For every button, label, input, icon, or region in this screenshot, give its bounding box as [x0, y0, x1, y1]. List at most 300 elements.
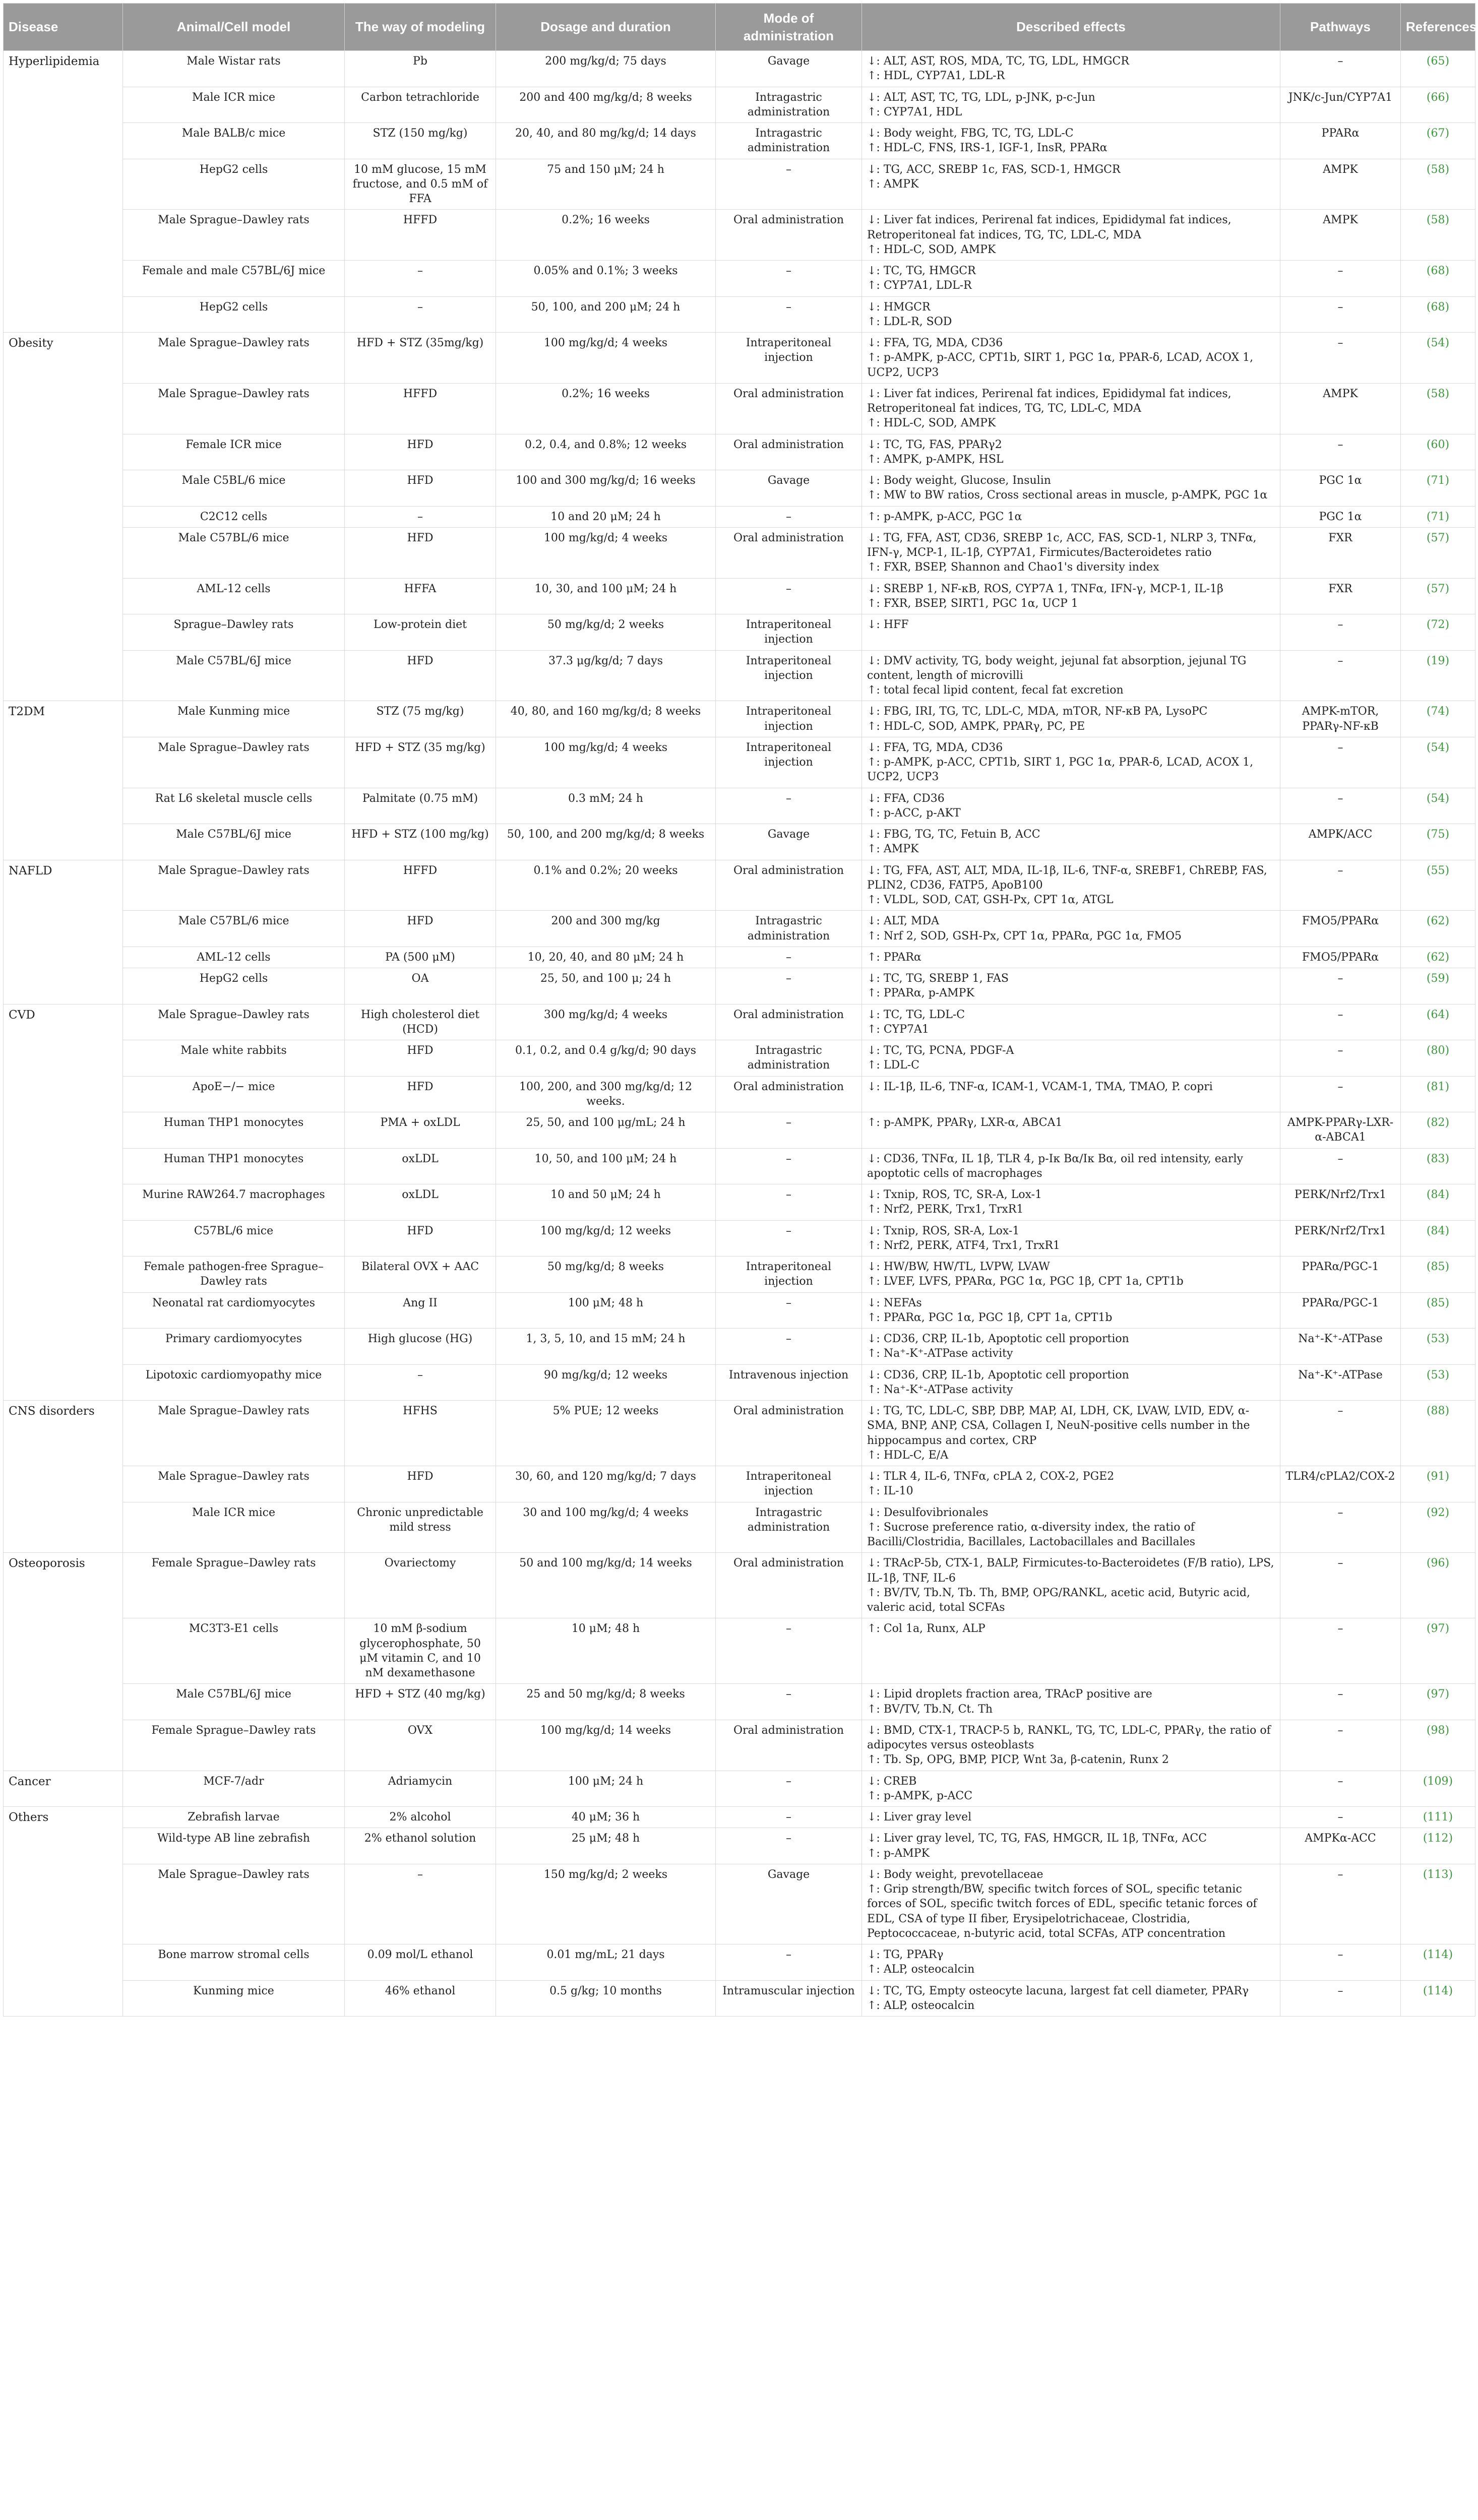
reference-link[interactable]: (113) — [1401, 1864, 1475, 1944]
reference-link[interactable]: (58) — [1401, 383, 1475, 434]
table-row — [4, 1220, 1475, 1256]
disease-cell: Obesity — [4, 333, 123, 701]
mode-cell: – — [716, 296, 862, 333]
effects-cell: ↓: ALT, MDA ↑: Nrf 2, SOD, GSH-Px, CPT 1α, PPARα, PGC 1α, FMO5 — [862, 911, 1280, 947]
reference-link[interactable]: (85) — [1401, 1292, 1475, 1329]
reference-link[interactable]: (98) — [1401, 1720, 1475, 1771]
pathway-cell: PGC 1α — [1280, 470, 1401, 507]
dosage-cell: 10 and 50 μM; 24 h — [496, 1184, 716, 1221]
dosage-cell: 100 mg/kg/d; 4 weeks — [496, 527, 716, 578]
table-row — [4, 1466, 1475, 1502]
header-dosage: Dosage and duration — [496, 4, 716, 51]
disease-cell: CVD — [4, 1004, 123, 1401]
pathway-cell: – — [1280, 1401, 1401, 1466]
dosage-cell: 100 mg/kg/d; 14 weeks — [496, 1720, 716, 1771]
effects-cell: ↓: Liver fat indices, Perirenal fat indices, Epididymal fat indices, Retroperitoneal fat indices, TG, TC, LDL-C, MDA ↑: HDL-C, SOD, AMPK — [862, 210, 1280, 261]
effects-cell: ↓: Liver fat indices, Perirenal fat indices, Epididymal fat indices, Retroperitoneal fat indices, TG, TC, LDL-C, MDA ↑: HDL-C, SOD, AMPK — [862, 383, 1280, 434]
model-cell: Male C57BL/6 mice — [123, 527, 345, 578]
mode-cell: Intraperitoneal injection — [716, 1466, 862, 1502]
reference-link[interactable]: (81) — [1401, 1076, 1475, 1112]
pathway-cell: – — [1280, 333, 1401, 384]
pathway-cell: FXR — [1280, 527, 1401, 578]
effects-cell: ↓: TC, TG, Empty osteocyte lacuna, largest fat cell diameter, PPARγ ↑: ALP, osteocalcin — [862, 1980, 1280, 2017]
mode-cell: Oral administration — [716, 1720, 862, 1771]
table-row — [4, 333, 1475, 384]
pathway-cell: – — [1280, 51, 1401, 87]
reference-link[interactable]: (54) — [1401, 737, 1475, 788]
modeling-cell: High cholesterol diet (HCD) — [345, 1004, 496, 1040]
mode-cell: – — [716, 1828, 862, 1864]
effects-cell: ↓: HFF — [862, 614, 1280, 651]
modeling-cell: HFD + STZ (40 mg/kg) — [345, 1684, 496, 1720]
model-cell: Neonatal rat cardiomyocytes — [123, 1292, 345, 1329]
modeling-cell: HFD — [345, 470, 496, 507]
effects-cell: ↓: TG, FFA, AST, CD36, SREBP 1c, ACC, FAS, SCD-1, NLRP 3, TNFα, IFN-γ, MCP-1, IL-1β, CYP7A1, Firmicutes/Bacteroidetes ratio ↑: FXR, BSEP, Shannon and Chao1's diversity index — [862, 527, 1280, 578]
mode-cell: – — [716, 1771, 862, 1807]
model-cell: Male BALB/c mice — [123, 123, 345, 159]
pathway-cell: AMPK-mTOR, PPARγ-NF-κB — [1280, 701, 1401, 737]
model-cell: Sprague–Dawley rats — [123, 614, 345, 651]
disease-cell: CNS disorders — [4, 1401, 123, 1553]
model-cell: Male Sprague–Dawley rats — [123, 737, 345, 788]
model-cell: Human THP1 monocytes — [123, 1112, 345, 1149]
reference-link[interactable]: (54) — [1401, 788, 1475, 824]
mode-cell: – — [716, 1807, 862, 1828]
model-cell: Male Sprague–Dawley rats — [123, 1466, 345, 1502]
modeling-cell: STZ (75 mg/kg) — [345, 701, 496, 737]
mode-cell: Intraperitoneal injection — [716, 650, 862, 701]
dosage-cell: 0.1% and 0.2%; 20 weeks — [496, 860, 716, 911]
reference-link[interactable]: (58) — [1401, 159, 1475, 210]
table-row — [4, 1256, 1475, 1293]
pathway-cell: – — [1280, 1618, 1401, 1684]
pathway-cell: – — [1280, 1720, 1401, 1771]
mode-cell: – — [716, 1944, 862, 1981]
effects-cell: ↓: CREB ↑: p-AMPK, p-ACC — [862, 1771, 1280, 1807]
reference-link[interactable]: (97) — [1401, 1684, 1475, 1720]
dosage-cell: 50 mg/kg/d; 2 weeks — [496, 614, 716, 651]
dosage-cell: 0.2, 0.4, and 0.8%; 12 weeks — [496, 434, 716, 470]
model-cell: Male Wistar rats — [123, 51, 345, 87]
mode-cell: Intraperitoneal injection — [716, 333, 862, 384]
model-cell: AML-12 cells — [123, 947, 345, 968]
reference-link[interactable]: (91) — [1401, 1466, 1475, 1502]
pathway-cell: Na⁺-K⁺-ATPase — [1280, 1364, 1401, 1401]
pathway-cell: PPARα — [1280, 123, 1401, 159]
reference-link[interactable]: (74) — [1401, 701, 1475, 737]
pathway-cell: PGC 1α — [1280, 506, 1401, 527]
mode-cell: Oral administration — [716, 1553, 862, 1618]
model-cell: Female and male C57BL/6J mice — [123, 261, 345, 297]
modeling-cell: – — [345, 296, 496, 333]
reference-link[interactable]: (83) — [1401, 1148, 1475, 1184]
pathway-cell: – — [1280, 1980, 1401, 2017]
data-table — [3, 3, 1475, 2017]
table-row — [4, 650, 1475, 701]
table-row — [4, 968, 1475, 1004]
reference-link[interactable]: (68) — [1401, 261, 1475, 297]
model-cell: MCF-7/adr — [123, 1771, 345, 1807]
reference-link[interactable]: (114) — [1401, 1980, 1475, 2017]
model-cell: Male C57BL/6J mice — [123, 824, 345, 860]
modeling-cell: HFD — [345, 1076, 496, 1112]
pathway-cell: – — [1280, 650, 1401, 701]
effects-cell: ↓: Desulfovibrionales ↑: Sucrose preference ratio, α-diversity index, the ratio of Bacilli/Clostridia, Bacillales, Lactobacillales and Bacillales — [862, 1502, 1280, 1553]
mode-cell: Oral administration — [716, 1401, 862, 1466]
reference-link[interactable]: (65) — [1401, 51, 1475, 87]
table-row — [4, 383, 1475, 434]
reference-link[interactable]: (53) — [1401, 1364, 1475, 1401]
table-row — [4, 911, 1475, 947]
model-cell: Male Sprague–Dawley rats — [123, 860, 345, 911]
reference-link[interactable]: (88) — [1401, 1401, 1475, 1466]
pathway-cell: – — [1280, 1807, 1401, 1828]
modeling-cell: Low-protein diet — [345, 614, 496, 651]
effects-cell: ↓: CD36, TNFα, IL 1β, TLR 4, p-Iκ Bα/Iκ Bα, oil red intensity, early apoptotic cells of macrophages — [862, 1148, 1280, 1184]
mode-cell: – — [716, 947, 862, 968]
pathway-cell: – — [1280, 434, 1401, 470]
effects-cell: ↓: TG, TC, LDL-C, SBP, DBP, MAP, AI, LDH, CK, LVAW, LVID, EDV, α-SMA, BNP, ANP, CSA, Collagen I, NeuN-positive cells number in the hippocampus and cortex, CRP ↑: HDL-C, E/A — [862, 1401, 1280, 1466]
mode-cell: – — [716, 1292, 862, 1329]
model-cell: ApoE−/− mice — [123, 1076, 345, 1112]
table-row — [4, 824, 1475, 860]
mode-cell: – — [716, 578, 862, 614]
table-row — [4, 1828, 1475, 1864]
dosage-cell: 100, 200, and 300 mg/kg/d; 12 weeks. — [496, 1076, 716, 1112]
reference-link[interactable]: (62) — [1401, 947, 1475, 968]
modeling-cell: HFD — [345, 1040, 496, 1077]
header-modeling: The way of modeling — [345, 4, 496, 51]
reference-link[interactable]: (96) — [1401, 1553, 1475, 1618]
effects-cell: ↓: FFA, TG, MDA, CD36 ↑: p-AMPK, p-ACC, CPT1b, SIRT 1, PGC 1α, PPAR-δ, LCAD, ACOX 1, UCP2, UCP3 — [862, 737, 1280, 788]
modeling-cell: – — [345, 1864, 496, 1944]
mode-cell: – — [716, 1684, 862, 1720]
model-cell: Male Sprague–Dawley rats — [123, 1401, 345, 1466]
pathway-cell: AMPK — [1280, 210, 1401, 261]
effects-cell: ↑: PPARα — [862, 947, 1280, 968]
dosage-cell: 75 and 150 μM; 24 h — [496, 159, 716, 210]
model-cell: Male Kunming mice — [123, 701, 345, 737]
reference-link[interactable]: (55) — [1401, 860, 1475, 911]
dosage-cell: 1, 3, 5, 10, and 15 mM; 24 h — [496, 1329, 716, 1365]
mode-cell: Gavage — [716, 51, 862, 87]
mode-cell: Intragastric administration — [716, 123, 862, 159]
modeling-cell: Palmitate (0.75 mM) — [345, 788, 496, 824]
header-row — [4, 4, 1475, 51]
table-row — [4, 1553, 1475, 1618]
dosage-cell: 25 μM; 48 h — [496, 1828, 716, 1864]
dosage-cell: 10, 30, and 100 μM; 24 h — [496, 578, 716, 614]
model-cell: Lipotoxic cardiomyopathy mice — [123, 1364, 345, 1401]
table-row — [4, 701, 1475, 737]
table-row — [4, 1618, 1475, 1684]
disease-cell: Cancer — [4, 1771, 123, 1807]
modeling-cell: STZ (150 mg/kg) — [345, 123, 496, 159]
effects-cell: ↓: TC, TG, HMGCR ↑: CYP7A1, LDL-R — [862, 261, 1280, 297]
dosage-cell: 25, 50, and 100 μg/mL; 24 h — [496, 1112, 716, 1149]
pathway-cell: AMPK — [1280, 383, 1401, 434]
table-row — [4, 527, 1475, 578]
reference-link[interactable]: (64) — [1401, 1004, 1475, 1040]
reference-link[interactable]: (75) — [1401, 824, 1475, 860]
table-row — [4, 788, 1475, 824]
effects-cell: ↓: TC, TG, FAS, PPARγ2 ↑: AMPK, p-AMPK, HSL — [862, 434, 1280, 470]
table-row — [4, 296, 1475, 333]
modeling-cell: HFD + STZ (35 mg/kg) — [345, 737, 496, 788]
model-cell: Rat L6 skeletal muscle cells — [123, 788, 345, 824]
table-row — [4, 434, 1475, 470]
effects-cell: ↓: TC, TG, PCNA, PDGF-A ↑: LDL-C — [862, 1040, 1280, 1077]
effects-cell: ↑: p-AMPK, PPARγ, LXR-α, ABCA1 — [862, 1112, 1280, 1149]
mode-cell: Intraperitoneal injection — [716, 614, 862, 651]
reference-link[interactable]: (57) — [1401, 578, 1475, 614]
table-row — [4, 1004, 1475, 1040]
modeling-cell: Pb — [345, 51, 496, 87]
modeling-cell: HFFD — [345, 860, 496, 911]
dosage-cell: 100 and 300 mg/kg/d; 16 weeks — [496, 470, 716, 507]
effects-cell: ↓: IL-1β, IL-6, TNF-α, ICAM-1, VCAM-1, TMA, TMAO, P. copri — [862, 1076, 1280, 1112]
effects-cell: ↓: TLR 4, IL-6, TNFα, cPLA 2, COX-2, PGE2 ↑: IL-10 — [862, 1466, 1280, 1502]
reference-link[interactable]: (19) — [1401, 650, 1475, 701]
model-cell: Male C57BL/6J mice — [123, 650, 345, 701]
pathway-cell: AMPKα-ACC — [1280, 1828, 1401, 1864]
pathway-cell: – — [1280, 1771, 1401, 1807]
table-row — [4, 1184, 1475, 1221]
pathway-cell: – — [1280, 1864, 1401, 1944]
table-row — [4, 614, 1475, 651]
mode-cell: Oral administration — [716, 860, 862, 911]
header-references: References — [1401, 4, 1475, 51]
effects-cell: ↓: Liver gray level, TC, TG, FAS, HMGCR, IL 1β, TNFα, ACC ↑: p-AMPK — [862, 1828, 1280, 1864]
model-cell: Male white rabbits — [123, 1040, 345, 1077]
effects-cell: ↓: TC, TG, LDL-C ↑: CYP7A1 — [862, 1004, 1280, 1040]
reference-link[interactable]: (59) — [1401, 968, 1475, 1004]
model-cell: Bone marrow stromal cells — [123, 1944, 345, 1981]
pathway-cell: AMPK — [1280, 159, 1401, 210]
modeling-cell: HFFD — [345, 210, 496, 261]
model-cell: Male Sprague–Dawley rats — [123, 1864, 345, 1944]
reference-link[interactable]: (60) — [1401, 434, 1475, 470]
modeling-cell: Bilateral OVX + AAC — [345, 1256, 496, 1293]
mode-cell: – — [716, 159, 862, 210]
dosage-cell: 50, 100, and 200 μM; 24 h — [496, 296, 716, 333]
dosage-cell: 100 mg/kg/d; 4 weeks — [496, 737, 716, 788]
pathway-cell: – — [1280, 1944, 1401, 1981]
modeling-cell: HFD — [345, 527, 496, 578]
reference-link[interactable]: (58) — [1401, 210, 1475, 261]
modeling-cell: – — [345, 506, 496, 527]
reference-link[interactable]: (72) — [1401, 614, 1475, 651]
effects-cell: ↓: Liver gray level — [862, 1807, 1280, 1828]
dosage-cell: 100 mg/kg/d; 12 weeks — [496, 1220, 716, 1256]
effects-cell: ↓: NEFAs ↑: PPARα, PGC 1α, PGC 1β, CPT 1a, CPT1b — [862, 1292, 1280, 1329]
pathway-cell: – — [1280, 1684, 1401, 1720]
modeling-cell: HFD — [345, 911, 496, 947]
effects-cell: ↓: TC, TG, SREBP 1, FAS ↑: PPARα, p-AMPK — [862, 968, 1280, 1004]
modeling-cell: Ovariectomy — [345, 1553, 496, 1618]
modeling-cell: – — [345, 261, 496, 297]
dosage-cell: 200 mg/kg/d; 75 days — [496, 51, 716, 87]
reference-link[interactable]: (111) — [1401, 1807, 1475, 1828]
mode-cell: Gavage — [716, 1864, 862, 1944]
table-row — [4, 123, 1475, 159]
dosage-cell: 90 mg/kg/d; 12 weeks — [496, 1364, 716, 1401]
table-row — [4, 261, 1475, 297]
pathway-cell: – — [1280, 860, 1401, 911]
modeling-cell: OA — [345, 968, 496, 1004]
table-row — [4, 210, 1475, 261]
mode-cell: Intraperitoneal injection — [716, 1256, 862, 1293]
mode-cell: Oral administration — [716, 1004, 862, 1040]
effects-cell: ↓: FFA, TG, MDA, CD36 ↑: p-AMPK, p-ACC, CPT1b, SIRT 1, PGC 1α, PPAR-δ, LCAD, ACOX 1, UCP2, UCP3 — [862, 333, 1280, 384]
model-cell: Male Sprague–Dawley rats — [123, 210, 345, 261]
dosage-cell: 5% PUE; 12 weeks — [496, 1401, 716, 1466]
mode-cell: Intragastric administration — [716, 1502, 862, 1553]
effects-cell: ↓: Body weight, FBG, TC, TG, LDL-C ↑: HDL-C, FNS, IRS-1, IGF-1, InsR, PPARα — [862, 123, 1280, 159]
pathway-cell: PPARα/PGC-1 — [1280, 1292, 1401, 1329]
dosage-cell: 300 mg/kg/d; 4 weeks — [496, 1004, 716, 1040]
table-row — [4, 1720, 1475, 1771]
disease-cell: Osteoporosis — [4, 1553, 123, 1771]
mode-cell: Oral administration — [716, 527, 862, 578]
reference-link[interactable]: (53) — [1401, 1329, 1475, 1365]
pathway-cell: – — [1280, 1004, 1401, 1040]
reference-link[interactable]: (68) — [1401, 296, 1475, 333]
reference-link[interactable]: (114) — [1401, 1944, 1475, 1981]
pathway-cell: PERK/Nrf2/Trx1 — [1280, 1220, 1401, 1256]
model-cell: Male ICR mice — [123, 1502, 345, 1553]
model-cell: HepG2 cells — [123, 159, 345, 210]
dosage-cell: 0.1, 0.2, and 0.4 g/kg/d; 90 days — [496, 1040, 716, 1077]
reference-link[interactable]: (67) — [1401, 123, 1475, 159]
reference-link[interactable]: (109) — [1401, 1771, 1475, 1807]
model-cell: HepG2 cells — [123, 968, 345, 1004]
mode-cell: – — [716, 788, 862, 824]
effects-cell: ↓: CD36, CRP, IL-1b, Apoptotic cell proportion ↑: Na⁺-K⁺-ATPase activity — [862, 1329, 1280, 1365]
effects-cell: ↓: SREBP 1, NF-κB, ROS, CYP7A 1, TNFα, IFN-γ, MCP-1, IL-1β ↑: FXR, BSEP, SIRT1, PGC 1α, UCP 1 — [862, 578, 1280, 614]
effects-cell: ↓: HW/BW, HW/TL, LVPW, LVAW ↑: LVEF, LVFS, PPARα, PGC 1α, PGC 1β, CPT 1a, CPT1b — [862, 1256, 1280, 1293]
reference-link[interactable]: (66) — [1401, 87, 1475, 123]
table-row — [4, 860, 1475, 911]
reference-link[interactable]: (92) — [1401, 1502, 1475, 1553]
mode-cell: – — [716, 1618, 862, 1684]
effects-cell: ↓: DMV activity, TG, body weight, jejunal fat absorption, jejunal TG content, length of microvilli ↑: total fecal lipid content, fecal fat excretion — [862, 650, 1280, 701]
reference-link[interactable]: (97) — [1401, 1618, 1475, 1684]
effects-cell: ↑: Col 1a, Runx, ALP — [862, 1618, 1280, 1684]
mode-cell: – — [716, 1329, 862, 1365]
pathway-cell: – — [1280, 788, 1401, 824]
table-row — [4, 1401, 1475, 1466]
modeling-cell: HFD + STZ (100 mg/kg) — [345, 824, 496, 860]
reference-link[interactable]: (62) — [1401, 911, 1475, 947]
dosage-cell: 10 μM; 48 h — [496, 1618, 716, 1684]
reference-link[interactable]: (85) — [1401, 1256, 1475, 1293]
pathway-cell: – — [1280, 1040, 1401, 1077]
dosage-cell: 150 mg/kg/d; 2 weeks — [496, 1864, 716, 1944]
table-row — [4, 1364, 1475, 1401]
pathway-cell: – — [1280, 968, 1401, 1004]
model-cell: Zebrafish larvae — [123, 1807, 345, 1828]
model-cell: Kunming mice — [123, 1980, 345, 2017]
effects-cell: ↓: TG, ACC, SREBP 1c, FAS, SCD-1, HMGCR ↑: AMPK — [862, 159, 1280, 210]
mode-cell: Gavage — [716, 824, 862, 860]
modeling-cell: HFD — [345, 434, 496, 470]
reference-link[interactable]: (84) — [1401, 1184, 1475, 1221]
modeling-cell: oxLDL — [345, 1148, 496, 1184]
modeling-cell: HFD — [345, 1466, 496, 1502]
dosage-cell: 40 μM; 36 h — [496, 1807, 716, 1828]
table-row — [4, 1292, 1475, 1329]
table-row — [4, 737, 1475, 788]
pathway-cell: PERK/Nrf2/Trx1 — [1280, 1184, 1401, 1221]
disease-cell: T2DM — [4, 701, 123, 860]
dosage-cell: 0.2%; 16 weeks — [496, 210, 716, 261]
table-row — [4, 159, 1475, 210]
mode-cell: Intraperitoneal injection — [716, 701, 862, 737]
model-cell: Male C57BL/6 mice — [123, 911, 345, 947]
dosage-cell: 50 and 100 mg/kg/d; 14 weeks — [496, 1553, 716, 1618]
pathway-cell: – — [1280, 614, 1401, 651]
model-cell: Wild-type AB line zebrafish — [123, 1828, 345, 1864]
dosage-cell: 0.05% and 0.1%; 3 weeks — [496, 261, 716, 297]
dosage-cell: 25 and 50 mg/kg/d; 8 weeks — [496, 1684, 716, 1720]
model-cell: AML-12 cells — [123, 578, 345, 614]
pathway-cell: – — [1280, 1553, 1401, 1618]
effects-cell: ↓: ALT, AST, ROS, MDA, TC, TG, LDL, HMGCR ↑: HDL, CYP7A1, LDL-R — [862, 51, 1280, 87]
mode-cell: Intravenous injection — [716, 1364, 862, 1401]
reference-link[interactable]: (54) — [1401, 333, 1475, 384]
mode-cell: – — [716, 1220, 862, 1256]
model-cell: Male ICR mice — [123, 87, 345, 123]
reference-link[interactable]: (82) — [1401, 1112, 1475, 1149]
reference-link[interactable]: (84) — [1401, 1220, 1475, 1256]
dosage-cell: 40, 80, and 160 mg/kg/d; 8 weeks — [496, 701, 716, 737]
table-row — [4, 1112, 1475, 1149]
dosage-cell: 100 μM; 48 h — [496, 1292, 716, 1329]
pathway-cell: JNK/c-Jun/CYP7A1 — [1280, 87, 1401, 123]
model-cell: HepG2 cells — [123, 296, 345, 333]
header-pathways: Pathways — [1280, 4, 1401, 51]
table-row — [4, 470, 1475, 507]
dosage-cell: 10, 20, 40, and 80 μM; 24 h — [496, 947, 716, 968]
model-cell: Male Sprague–Dawley rats — [123, 1004, 345, 1040]
pathway-cell: – — [1280, 1076, 1401, 1112]
reference-link[interactable]: (71) — [1401, 506, 1475, 527]
disease-cell: Others — [4, 1807, 123, 2017]
table-row — [4, 1502, 1475, 1553]
dosage-cell: 200 and 300 mg/kg — [496, 911, 716, 947]
dosage-cell: 30 and 100 mg/kg/d; 4 weeks — [496, 1502, 716, 1553]
model-cell: Male Sprague–Dawley rats — [123, 383, 345, 434]
modeling-cell: 46% ethanol — [345, 1980, 496, 2017]
dosage-cell: 0.5 g/kg; 10 months — [496, 1980, 716, 2017]
reference-link[interactable]: (57) — [1401, 527, 1475, 578]
reference-link[interactable]: (80) — [1401, 1040, 1475, 1077]
reference-link[interactable]: (112) — [1401, 1828, 1475, 1864]
disease-cell: Hyperlipidemia — [4, 51, 123, 333]
reference-link[interactable]: (71) — [1401, 470, 1475, 507]
mode-cell: – — [716, 506, 862, 527]
dosage-cell: 10 and 20 μM; 24 h — [496, 506, 716, 527]
modeling-cell: OVX — [345, 1720, 496, 1771]
effects-cell: ↓: Txnip, ROS, TC, SR-A, Lox-1 ↑: Nrf2, PERK, Trx1, TrxR1 — [862, 1184, 1280, 1221]
modeling-cell: HFHS — [345, 1401, 496, 1466]
mode-cell: – — [716, 1112, 862, 1149]
dosage-cell: 37.3 μg/kg/d; 7 days — [496, 650, 716, 701]
effects-cell: ↓: HMGCR ↑: LDL-R, SOD — [862, 296, 1280, 333]
modeling-cell: 0.09 mol/L ethanol — [345, 1944, 496, 1981]
table-row — [4, 1864, 1475, 1944]
